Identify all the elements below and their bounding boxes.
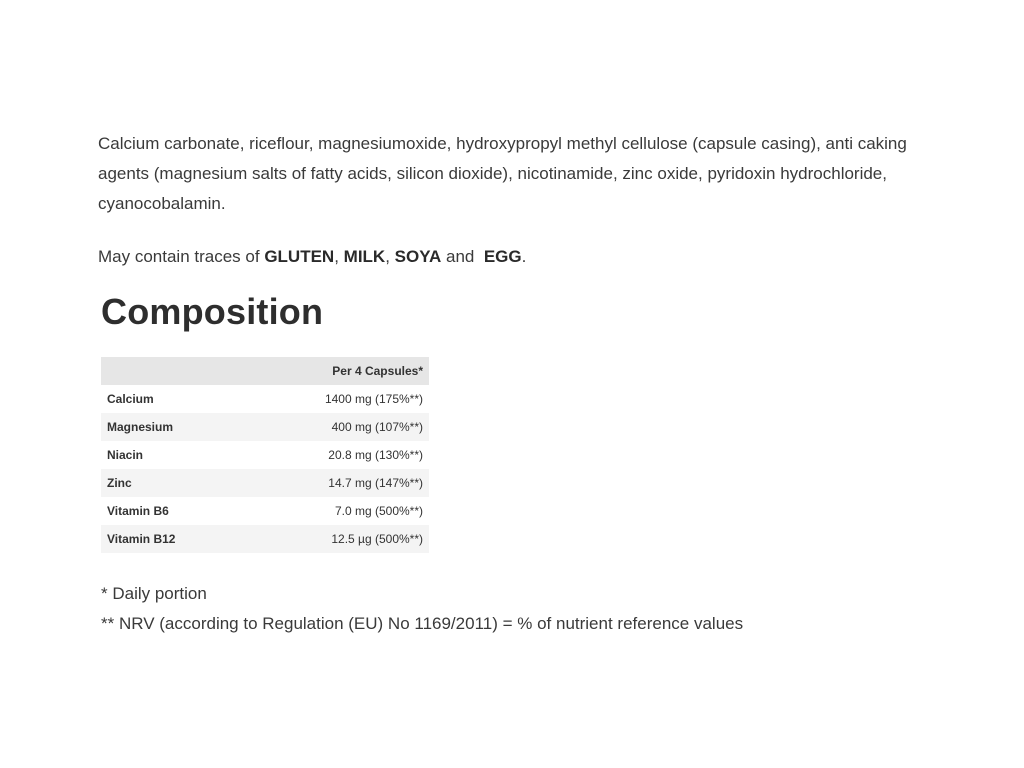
allergens-text [98, 242, 938, 272]
allergen-milk: MILK [343, 247, 386, 266]
nutrient-value: 400 mg (107%**) [240, 413, 429, 441]
table-header-per-4-capsules: Per 4 Capsules* [240, 357, 429, 385]
footnotes [101, 579, 743, 639]
nutrient-name: Magnesium [101, 413, 240, 441]
nutrient-name: Vitamin B6 [107, 504, 169, 518]
table-row [101, 497, 429, 525]
nutrient-value: 14.7 mg (147%**) [240, 469, 429, 497]
table-row [101, 469, 429, 497]
table-row [101, 441, 429, 469]
table-row [101, 413, 429, 441]
allergen-egg: EGG [483, 247, 522, 266]
allergen-gluten: GLUTEN [264, 247, 335, 266]
table-header-nutrient [101, 357, 240, 385]
allergen-soya: SOYA [394, 247, 442, 266]
nutrient-name: Vitamin B12 [101, 525, 240, 553]
ingredients-text: Calcium carbonate, riceflour, magnesiumoxide, hydroxypropyl methyl cellulose (capsule casing), anti caking agents (magnesium salts of fatty acids, silicon dioxide), nicotinamide, zinc oxide, pyridoxin hydrochloride, cyanocobalamin. [98, 134, 907, 213]
nutrient-name: Zinc [101, 469, 240, 497]
nutrient-value: 20.8 mg (130%**) [328, 448, 423, 462]
nutrient-value: 7.0 mg (500%**) [334, 504, 423, 518]
nutrient-name: Niacin [107, 448, 144, 462]
allergen-separator: and [441, 247, 484, 266]
allergens-suffix: . [521, 247, 527, 266]
nutrient-name: Calcium [107, 392, 154, 406]
composition-heading: Composition [101, 291, 324, 332]
nutrient-value: 1400 mg (175%**) [324, 392, 423, 406]
allergen-separator: , [385, 247, 395, 266]
footnote-daily-portion: * Daily portion [101, 584, 207, 603]
allergens-prefix: May contain traces of [98, 247, 265, 266]
table-header-row [101, 357, 429, 385]
nutrient-value: 12.5 µg (500%**) [240, 525, 429, 553]
footnote-nrv: ** NRV (according to Regulation (EU) No 1169/2011) = % of nutrient reference values [101, 614, 744, 633]
composition-table [101, 357, 429, 553]
table-row [101, 385, 429, 413]
table-row [101, 525, 429, 553]
allergen-separator: , [334, 247, 344, 266]
